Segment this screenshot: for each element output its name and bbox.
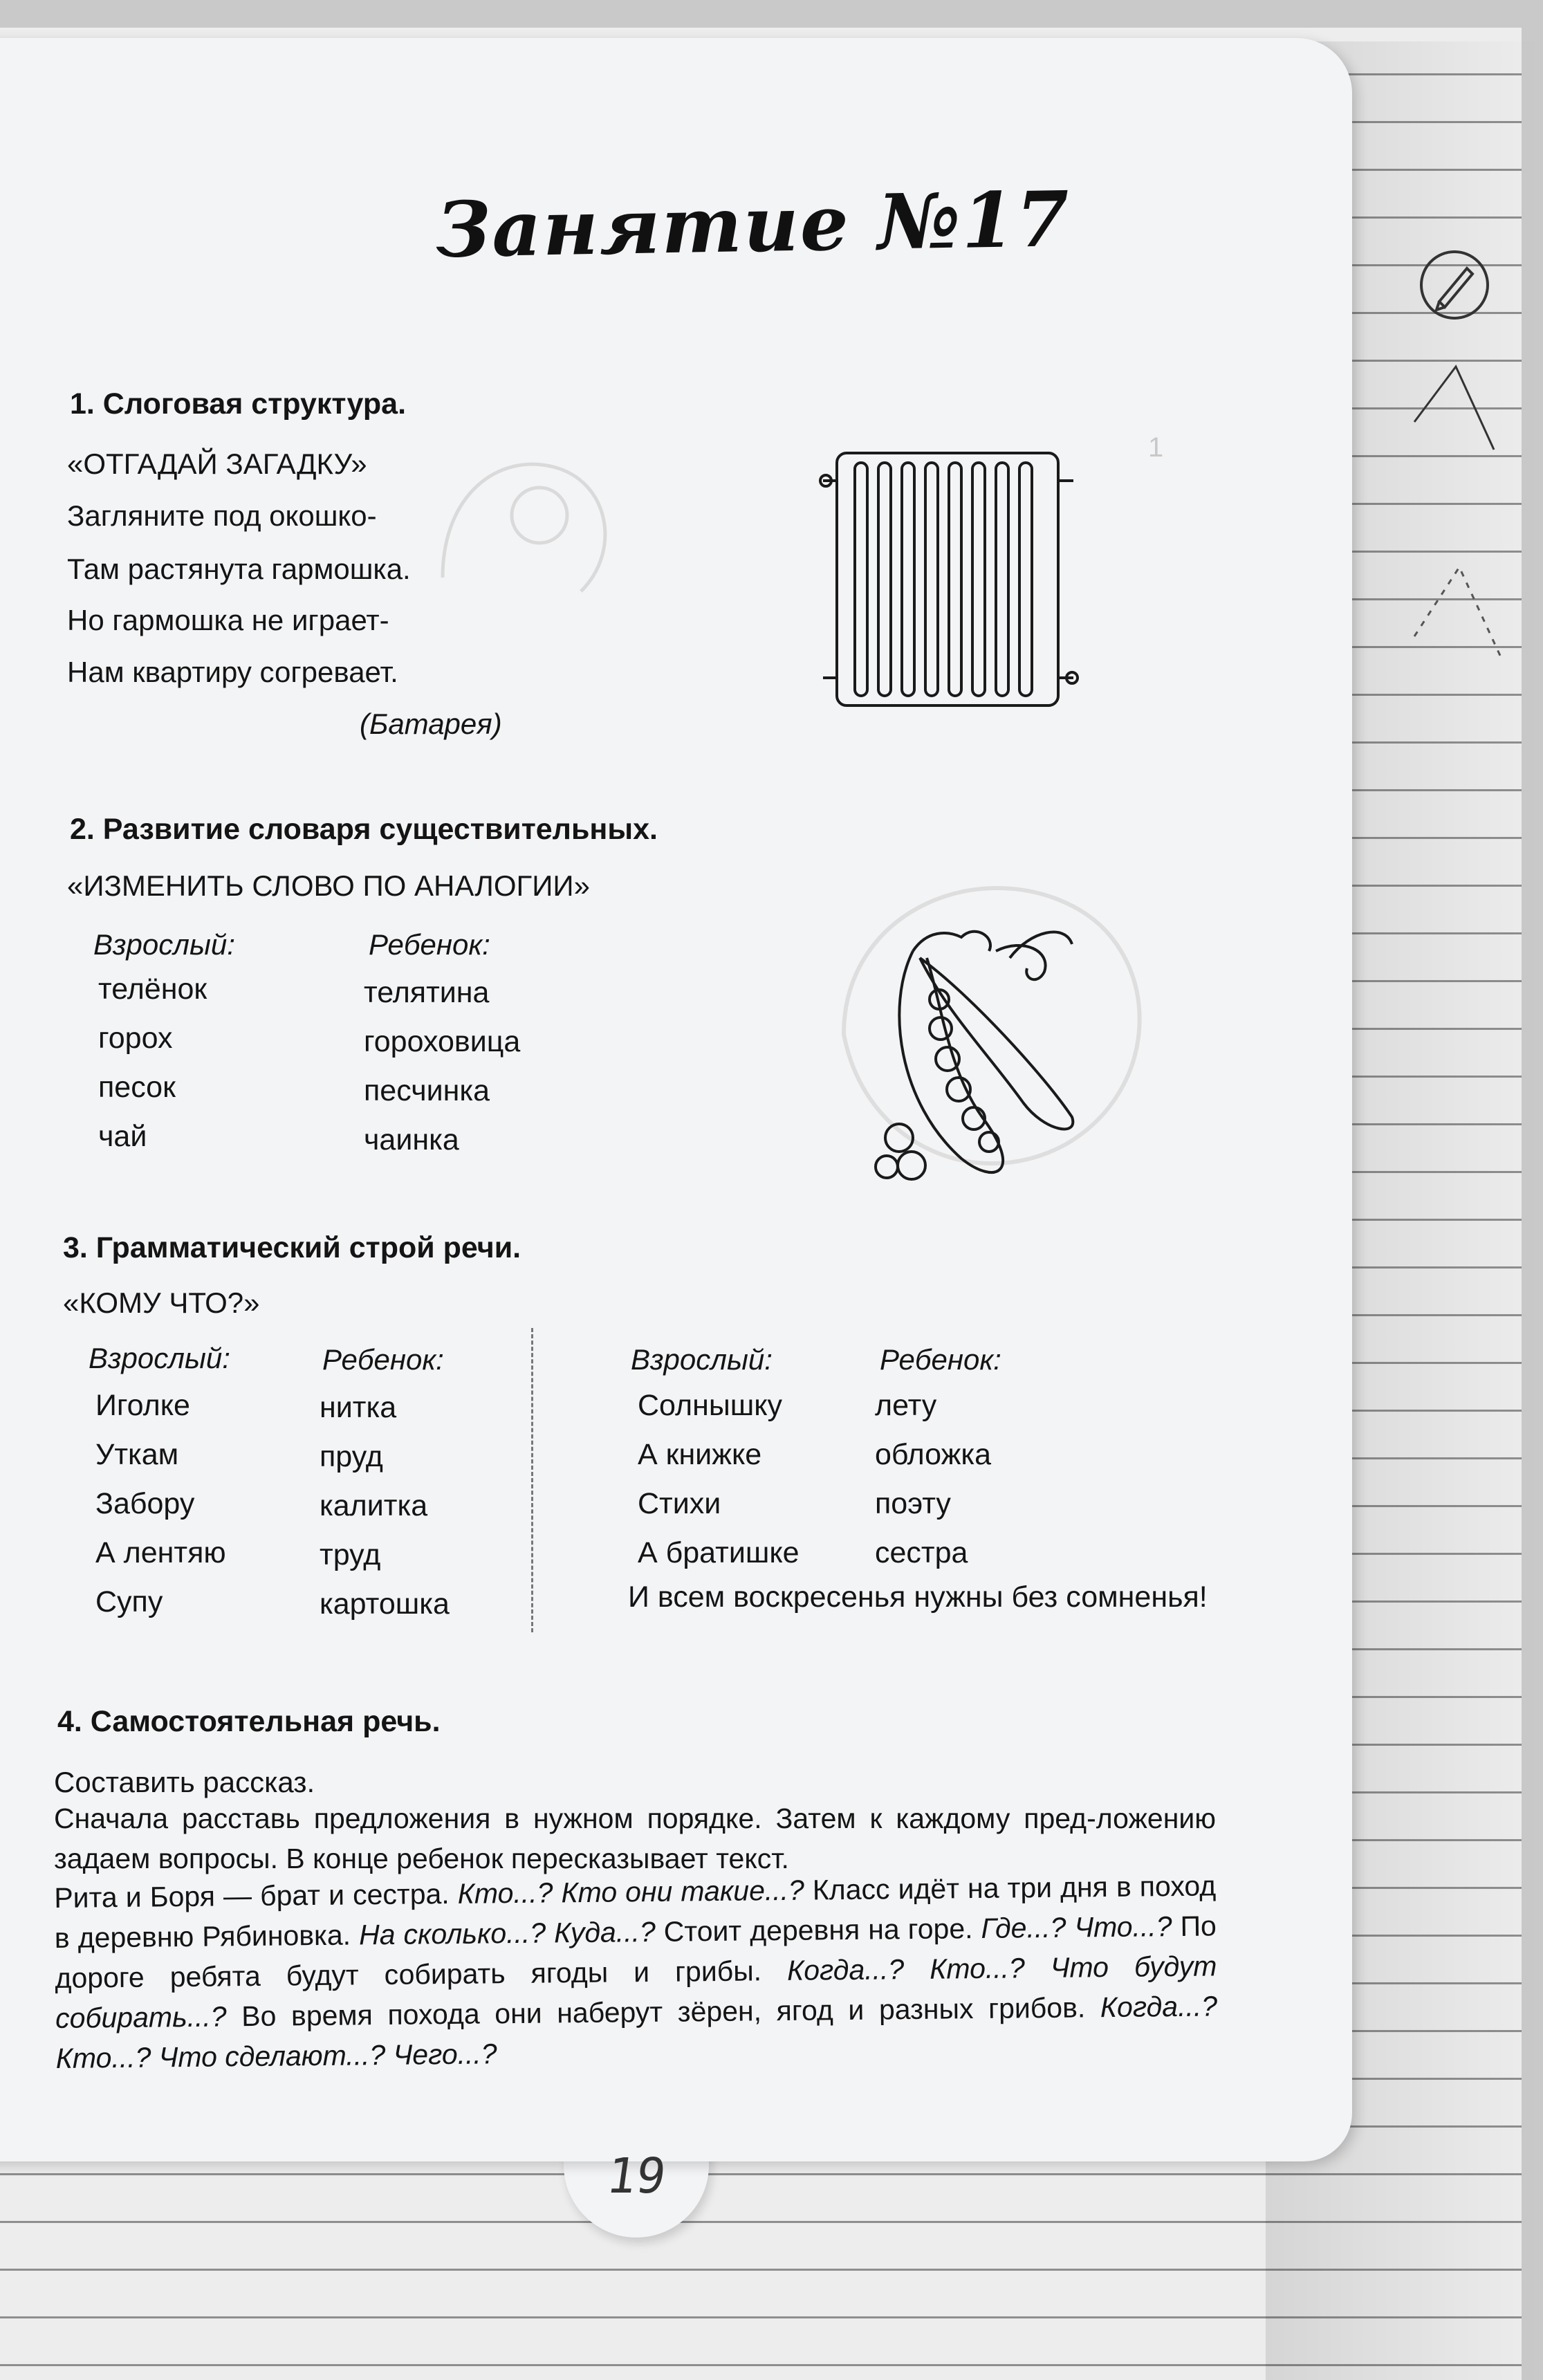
child-word: поэту bbox=[875, 1487, 951, 1520]
child-word: чаинка bbox=[364, 1123, 459, 1156]
triangle-mark bbox=[1414, 367, 1494, 450]
section4-story bbox=[54, 1865, 1218, 2078]
left-child-words bbox=[320, 1383, 450, 1629]
section4-task: Составить рассказ. bbox=[54, 1766, 315, 1798]
child-word: песчинка bbox=[364, 1074, 490, 1107]
closing-line: И всем воскресенья нужны без сомненья! bbox=[628, 1580, 1208, 1614]
child-word: гороховица bbox=[364, 1025, 521, 1058]
riddle-line: Нам квартиру согревает. bbox=[67, 656, 398, 688]
left-adult-words bbox=[95, 1381, 226, 1627]
section1-game: «ОТГАДАЙ ЗАГАДКУ» bbox=[67, 448, 367, 480]
story-text: Класс идёт на три дня в поход в деревню Рябиновка. bbox=[54, 1870, 1217, 1954]
child-word: сестра bbox=[875, 1536, 968, 1569]
child-word: нитка bbox=[320, 1391, 397, 1424]
right-adult-words bbox=[638, 1381, 800, 1578]
adult-word: Иголке bbox=[95, 1389, 190, 1422]
adult-word: А братишке bbox=[638, 1536, 800, 1569]
adult-word: Стихи bbox=[638, 1487, 721, 1520]
story-text: Рита и Боря — брат и сестра. bbox=[54, 1877, 458, 1914]
pea-pod-illustration bbox=[871, 910, 1093, 1193]
story-text: По дороге ребята будут собирать ягоды и грибы. bbox=[55, 1910, 1217, 1994]
workbook-page bbox=[0, 38, 1352, 2161]
adult-word: горох bbox=[98, 1022, 173, 1055]
child-word: калитка bbox=[320, 1489, 428, 1522]
child-word: телятина bbox=[364, 976, 490, 1009]
story-text: Во время похода они наберут зёрен, ягод и разных грибов. bbox=[226, 1991, 1101, 2033]
riddle-line: Загляните под окошко- bbox=[67, 499, 377, 532]
section3-heading: 3. Грамматический строй речи. bbox=[63, 1231, 521, 1264]
adult-word: Забору bbox=[95, 1487, 195, 1520]
adult-word: песок bbox=[98, 1071, 176, 1104]
child-label: Ребенок: bbox=[369, 928, 490, 961]
child-word: обложка bbox=[875, 1438, 992, 1471]
margin-marks bbox=[1373, 207, 1518, 733]
riddle-answer: (Батарея) bbox=[360, 708, 502, 740]
adult-label: Взрослый: bbox=[89, 1342, 230, 1374]
adult-word: чай bbox=[98, 1120, 147, 1153]
story-text: Стоит деревня на горе. bbox=[655, 1912, 981, 1948]
story-question: Где...? Что...? bbox=[981, 1910, 1172, 1944]
radiator-illustration bbox=[816, 446, 1086, 712]
child-label: Ребенок: bbox=[880, 1343, 1001, 1376]
section3-game: «КОМУ ЧТО?» bbox=[63, 1286, 260, 1319]
bleed-through: 1 bbox=[1148, 432, 1164, 463]
adult-word: Солнышку bbox=[638, 1389, 783, 1422]
section1-heading: 1. Слоговая структура. bbox=[70, 387, 407, 421]
adult-word: Супу bbox=[95, 1585, 163, 1618]
child-word: пруд bbox=[320, 1440, 383, 1473]
adult-label: Взрослый: bbox=[93, 928, 235, 961]
right-child-words bbox=[875, 1381, 991, 1578]
dashed-triangle-mark bbox=[1414, 567, 1501, 657]
adult-word: А книжке bbox=[638, 1438, 762, 1471]
riddle-line: Там растянута гармошка. bbox=[67, 553, 411, 585]
child-word: лету bbox=[875, 1389, 937, 1422]
adult-label: Взрослый: bbox=[631, 1343, 773, 1376]
lesson-title: Занятие №17 bbox=[434, 174, 1071, 275]
child-label: Ребенок: bbox=[322, 1343, 444, 1376]
section4-heading: 4. Самостоятельная речь. bbox=[57, 1705, 441, 1738]
adult-word: Уткам bbox=[95, 1438, 179, 1471]
pencil-icon bbox=[1436, 268, 1472, 310]
section4-instruction: Сначала расставь предложения в нужном порядке. Затем к каждому пред-ложению задаем вопросы. В конце ребенок пересказывает текст. bbox=[54, 1802, 1216, 1874]
story-question: Когда...? Кто...? Что сделают...? Чего...? bbox=[55, 1990, 1218, 2074]
story-question: Когда...? Кто...? Что будут собирать...? bbox=[55, 1950, 1217, 2034]
page-number: 19 bbox=[603, 2148, 669, 2204]
story-question: На сколько...? Куда...? bbox=[358, 1915, 656, 1951]
child-word: картошка bbox=[320, 1587, 450, 1621]
column-divider bbox=[531, 1328, 533, 1632]
riddle-line: Но гармошка не играет- bbox=[67, 604, 389, 636]
child-word: труд bbox=[320, 1538, 381, 1571]
bleed-through-drawing bbox=[415, 412, 636, 633]
adult-words bbox=[98, 965, 207, 1161]
story-question: Кто...? Кто они такие...? bbox=[457, 1874, 805, 1910]
section2-game: «ИЗМЕНИТЬ СЛОВО ПО АНАЛОГИИ» bbox=[67, 869, 590, 902]
adult-word: телёнок bbox=[98, 972, 207, 1006]
child-words bbox=[364, 968, 520, 1165]
adult-word: А лентяю bbox=[95, 1536, 226, 1569]
section2-heading: 2. Развитие словаря существительных. bbox=[70, 813, 658, 846]
